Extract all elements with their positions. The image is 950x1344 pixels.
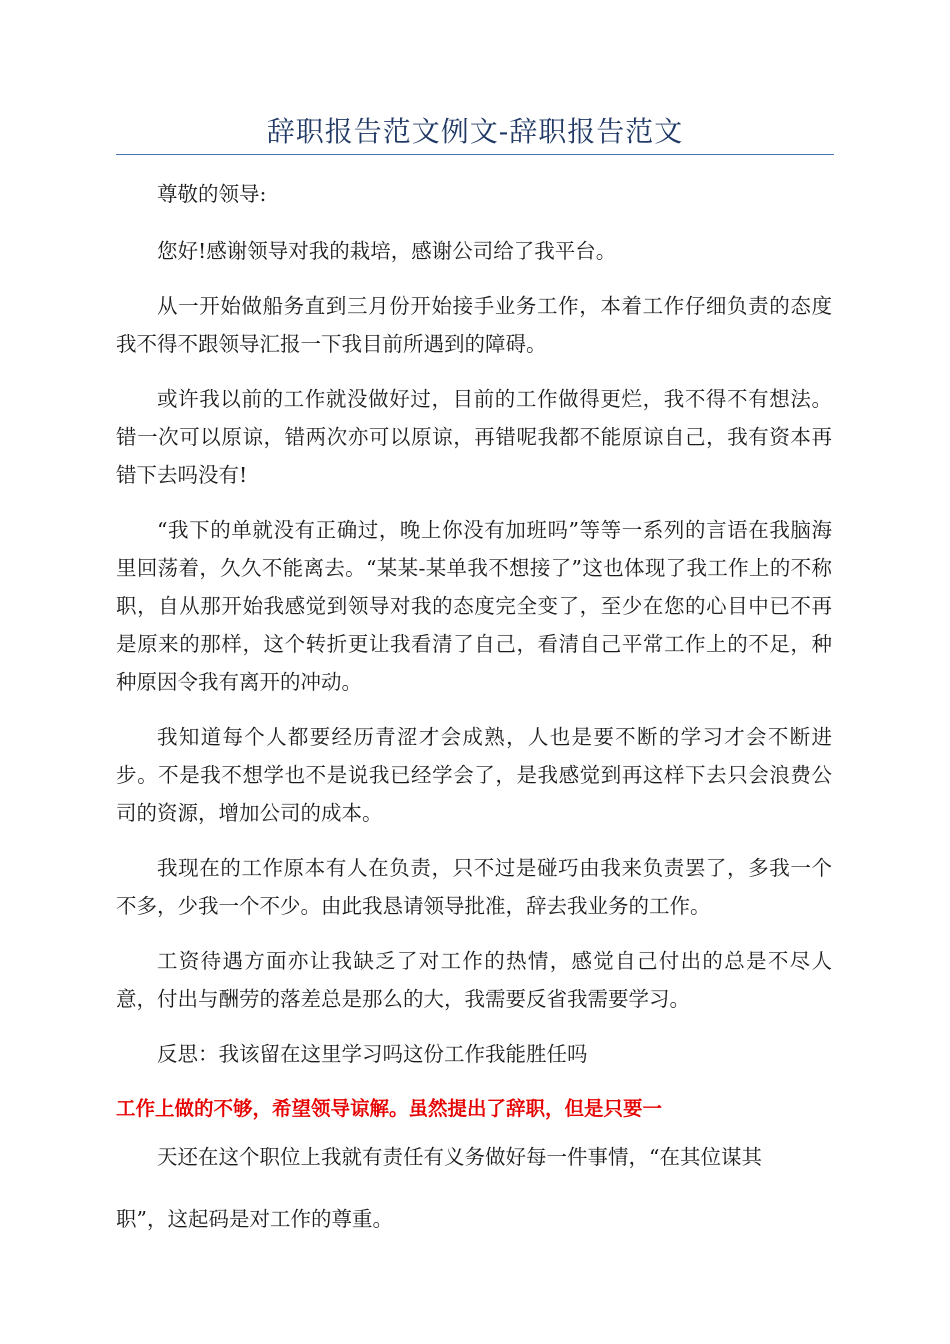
salutation: 尊敬的领导: [157, 182, 267, 206]
document-body [116, 175, 832, 1255]
continuation-line-2: 职”，这起码是对工作的尊重。 [116, 1207, 393, 1231]
document-title: 辞职报告范文例文-辞职报告范文 [266, 115, 684, 148]
paragraph-background: 从一开始做船务直到三月份开始接手业务工作，本着工作仔细负责的态度我不得不跟领导汇报一下我目前所遇到的障碍。 [116, 294, 832, 356]
paragraph-reflection: 或许我以前的工作就没做好过，目前的工作做得更烂，我不得不有想法。错一次可以原谅，错两次亦可以原谅，再错呢我都不能原谅自己，我有资本再错下去吗没有! [116, 387, 832, 487]
title-underline [116, 154, 834, 155]
paragraph-learning: 我知道每个人都要经历青涩才会成熟，人也是要不断的学习才会不断进步。不是我不想学也不是说我已经学会了，是我感觉到再这样下去只会浪费公司的资源，增加公司的成本。 [116, 725, 832, 825]
continuation-line-1: 天还在这个职位上我就有责任有义务做好每一件事情，“在其位谋其 [157, 1145, 762, 1169]
paragraph-request: 我现在的工作原本有人在负责，只不过是碰巧由我来负责罢了，多我一个不多，少我一个不少。由此我恳请领导批准，辞去我业务的工作。 [116, 856, 832, 918]
emphasis-line: 工作上做的不够，希望领导谅解。虽然提出了辞职，但是只要一 [116, 1097, 663, 1120]
paragraph-question: 反思：我该留在这里学习吗这份工作我能胜任吗 [157, 1042, 588, 1066]
paragraph-quotes: “我下的单就没有正确过，晚上你没有加班吗”等等一系列的言语在我脑海里回荡着，久久不能离去。“某某-某单我不想接了”这也体现了我工作上的不称职，自从那开始我感觉到领导对我的态度完全变了，至少在您的心目中已不再是原来的那样，这个转折更让我看清了自己，看清自己平常工作上的不足，种种原因令我有离开的冲动。 [116, 518, 832, 694]
paragraph-greeting: 您好!感谢领导对我的栽培，感谢公司给了我平台。 [157, 239, 617, 263]
paragraph-salary: 工资待遇方面亦让我缺乏了对工作的热情，感觉自己付出的总是不尽人意，付出与酬劳的落差总是那么的大，我需要反省我需要学习。 [116, 949, 832, 1011]
